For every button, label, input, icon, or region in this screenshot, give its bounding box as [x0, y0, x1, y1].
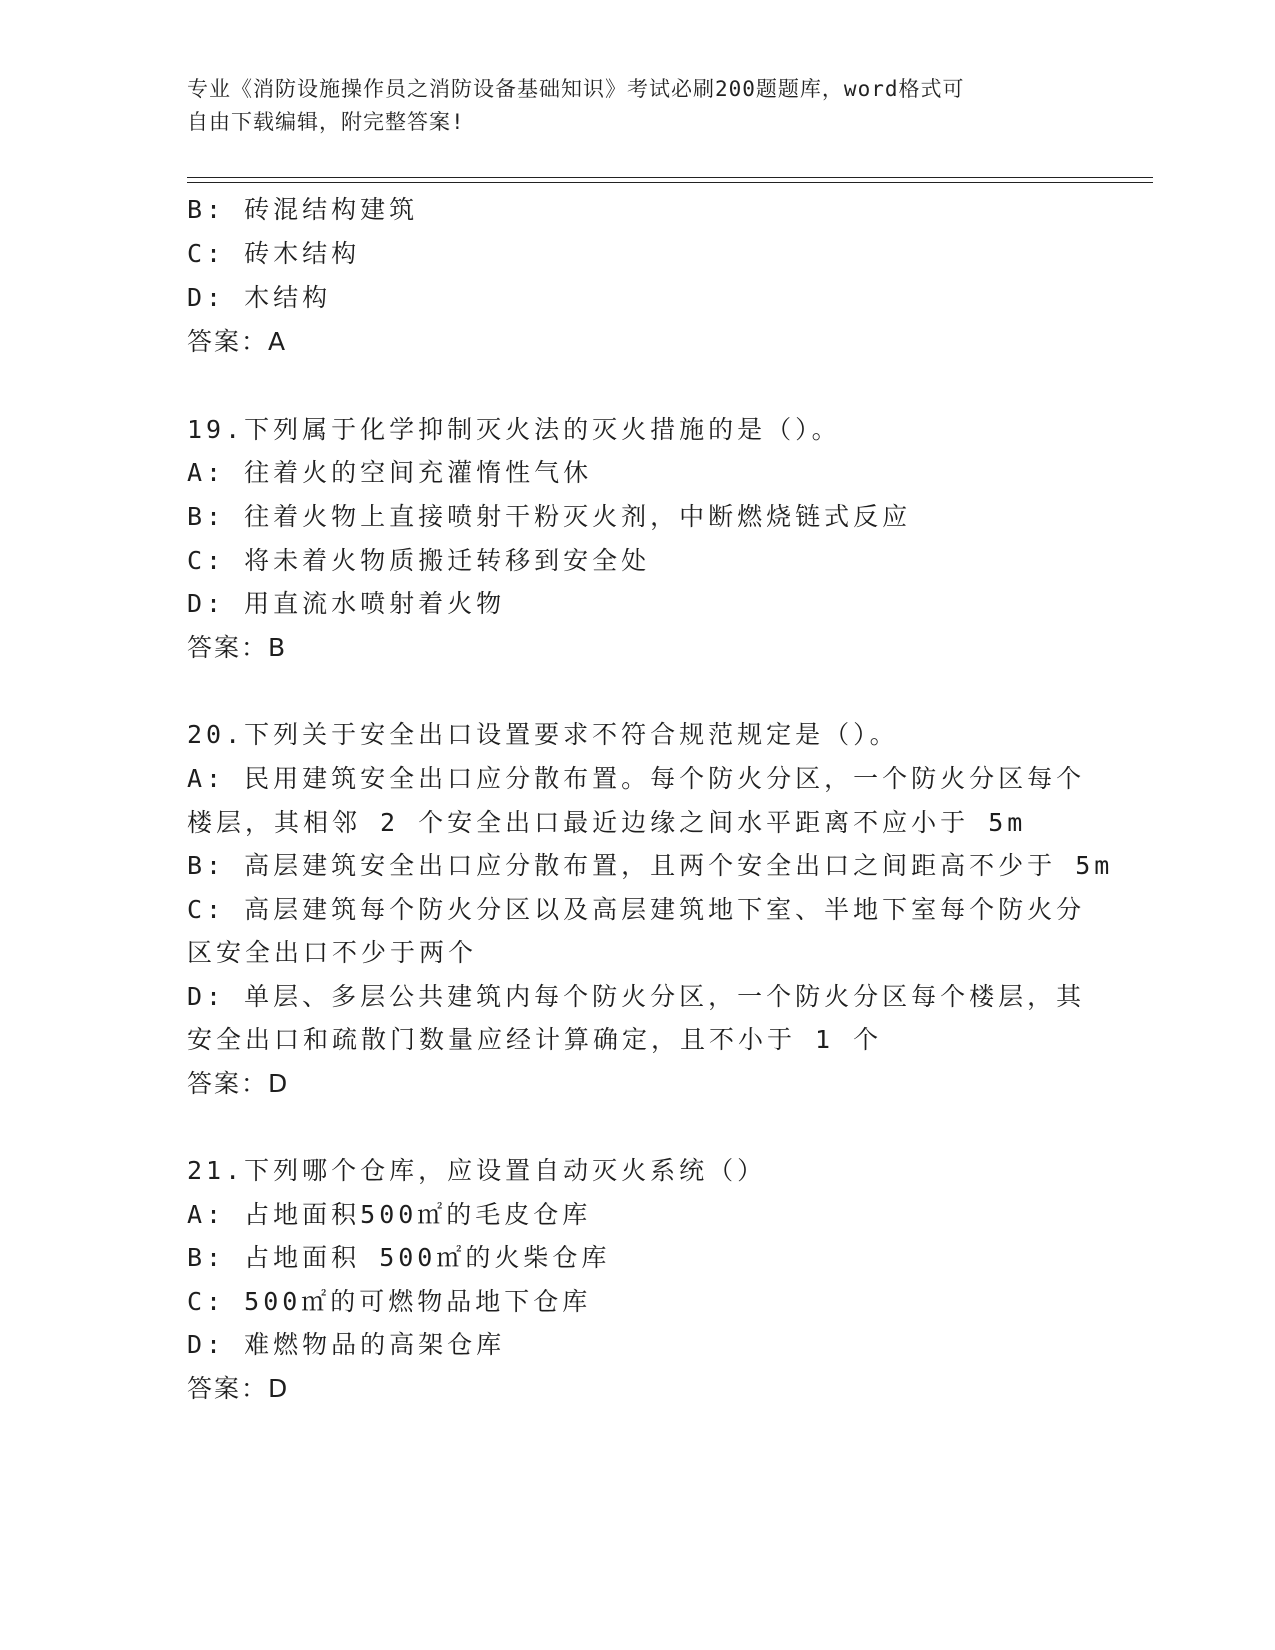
header-title-line-2: 自由下载编辑，附完整答案! — [187, 110, 465, 134]
q20-answer: 答案：D — [187, 1069, 290, 1098]
q20-question: 20.下列关于安全出口设置要求不符合规范规定是（）。 — [187, 720, 899, 749]
header-divider-bottom — [187, 182, 1153, 183]
q21-option-b: B: 占地面积 500㎡的火柴仓库 — [187, 1243, 611, 1272]
q19-option-d: D: 用直流水喷射着火物 — [187, 589, 506, 618]
q21-answer: 答案：D — [187, 1374, 290, 1403]
q20-option-d-line-2: 安全出口和疏散门数量应经计算确定，且不小于 1 个 — [187, 1025, 883, 1054]
header-title-line-1: 专业《消防设施操作员之消防设备基础知识》考试必刷200题题库，word格式可 — [187, 77, 965, 101]
q18-answer: 答案：A — [187, 327, 288, 356]
q18-option-d: D: 木结构 — [187, 283, 332, 312]
q18-option-c: C: 砖木结构 — [187, 239, 361, 268]
document-header — [187, 73, 1067, 139]
q20-option-a-line-2: 楼层，其相邻 2 个安全出口最近边缘之间水平距离不应小于 5m — [187, 808, 1027, 837]
q20-option-c-line-2: 区安全出口不少于两个 — [187, 938, 478, 967]
q20-option-d-line-1: D: 单层、多层公共建筑内每个防火分区，一个防火分区每个楼层，其 — [187, 982, 1086, 1011]
header-divider-top — [187, 177, 1153, 178]
q21-option-a: A: 占地面积500㎡的毛皮仓库 — [187, 1200, 592, 1229]
q19-option-c: C: 将未着火物质搬迁转移到安全处 — [187, 546, 651, 575]
q19-option-a: A: 往着火的空间充灌惰性气休 — [187, 458, 593, 487]
q19-option-b: B: 往着火物上直接喷射干粉灭火剂，中断燃烧链式反应 — [187, 502, 912, 531]
q20-option-c-line-1: C: 高层建筑每个防火分区以及高层建筑地下室、半地下室每个防火分 — [187, 895, 1086, 924]
q18-option-b: B: 砖混结构建筑 — [187, 195, 419, 224]
q19-question: 19.下列属于化学抑制灭火法的灭火措施的是（）。 — [187, 415, 841, 444]
q21-option-d: D: 难燃物品的高架仓库 — [187, 1330, 506, 1359]
q20-option-a-line-1: A: 民用建筑安全出口应分散布置。每个防火分区，一个防火分区每个 — [187, 764, 1086, 793]
q19-answer: 答案：B — [187, 633, 288, 662]
q20-option-b: B: 高层建筑安全出口应分散布置，且两个安全出口之间距高不少于 5m — [187, 851, 1114, 880]
q21-question: 21.下列哪个仓库，应设置自动灭火系统（） — [187, 1156, 767, 1185]
q21-option-c: C: 500㎡的可燃物品地下仓库 — [187, 1287, 592, 1316]
